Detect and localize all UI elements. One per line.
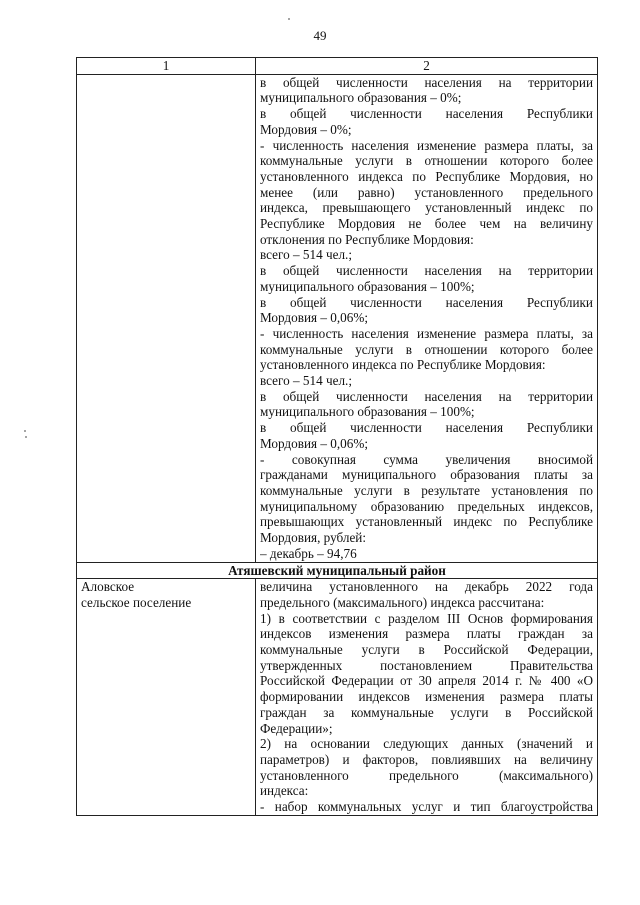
text-line: – декабрь – 94,76 — [260, 545, 357, 561]
text-line: - набор коммунальных услуг и тип благоустройства — [260, 799, 593, 815]
row1-col2-cell — [256, 74, 598, 562]
text-line: превышающих установленный индекс по Республике — [260, 514, 593, 530]
text-line: в общей численности населения Республики — [260, 106, 593, 122]
text-line: муниципальному образованию предельных индексов, — [260, 498, 593, 514]
text-line: муниципального образования – 100%; — [260, 278, 475, 294]
text-line: Российской Федерации от 30 апреля 2014 г. № 400 «О — [260, 673, 593, 689]
text-line: индекса: — [260, 783, 309, 799]
scan-speck — [288, 18, 290, 20]
text-line: Мордовия – 0,06%; — [260, 310, 368, 326]
text-line: Мордовия – 0,06%; — [260, 435, 368, 451]
text-line: в общей численности населения на территории — [260, 388, 593, 404]
text-line: муниципального образования – 100%; — [260, 404, 475, 420]
text-line: установленного индекса по Республике Мордовия: — [260, 357, 546, 373]
text-line: - численность населения изменение размера платы, за — [260, 325, 593, 341]
text-line: в общей численности населения Республики — [260, 420, 593, 436]
text-line: Мордовия – 0%; — [260, 121, 352, 137]
text-line: 2) на основании следующих данных (значений и — [260, 736, 593, 752]
section-row — [77, 562, 598, 579]
row1-col1-cell — [77, 74, 256, 562]
text-line: - совокупная сумма увеличения вносимой — [260, 451, 593, 467]
text-line: коммунальные услуги в результате установления по — [260, 482, 593, 498]
text-line: гражданами муниципального образования платы за — [260, 467, 593, 483]
text-line: менее (или равно) установленного предельного — [260, 184, 593, 200]
text-line: в общей численности населения Республики — [260, 294, 593, 310]
scan-speck — [25, 436, 27, 438]
text-line: Республике Мордовия не более чем на величину — [260, 216, 593, 232]
text-line: - численность населения изменение размера платы, за — [260, 137, 593, 153]
text-line: граждан за коммунальные услуги в Российской — [260, 704, 593, 720]
text-line: всего – 514 чел.; — [260, 373, 352, 389]
row2-col1-cell — [77, 579, 256, 816]
text-line: установленного индекса по Республике Мордовия, но — [260, 168, 593, 184]
table-row — [77, 74, 598, 562]
text-line: в общей численности населения на территории — [260, 263, 593, 279]
column-header-1: 1 — [77, 58, 256, 75]
text-line: индексов изменения размера платы граждан за — [260, 626, 593, 642]
table-header-row — [77, 58, 598, 75]
text-line: муниципального образования – 0%; — [260, 90, 462, 106]
text-line: отклонения по Республике Мордовия: — [260, 231, 474, 247]
text-line: утвержденных постановлением Правительства — [260, 657, 593, 673]
section-title: Атяшевский муниципальный район — [77, 562, 598, 579]
text-line: формировании индексов изменения размера платы — [260, 689, 593, 705]
column-header-2: 2 — [256, 58, 598, 75]
table-row — [77, 579, 598, 816]
text-line: параметров) и факторов, повлиявших на величину — [260, 751, 593, 767]
page-number: 49 — [313, 28, 327, 43]
text-line: всего – 514 чел.; — [260, 247, 352, 263]
text-line: Мордовия, рублей: — [260, 530, 367, 546]
settlement-name-line: сельское поселение — [81, 594, 192, 610]
text-line: в общей численности населения на территории — [260, 74, 593, 90]
settlement-name-line: Аловское — [81, 579, 135, 595]
row2-col2-cell — [256, 579, 598, 816]
document-table — [76, 57, 598, 816]
text-line: величина установленного на декабрь 2022 года — [260, 579, 593, 595]
text-line: индекса, превышающего установленный индекс по — [260, 200, 593, 216]
text-line: установленного предельного (максимального) — [260, 767, 593, 783]
text-line: 1) в соответствии с разделом III Основ формирования — [260, 610, 593, 626]
text-line: коммунальные услуги в отношении которого более — [260, 153, 593, 169]
text-line: коммунальные услуги в отношении которого более — [260, 341, 593, 357]
text-line: Федерации»; — [260, 720, 333, 736]
text-line: предельного (максимального) индекса рассчитана: — [260, 594, 545, 610]
scan-speck — [24, 430, 26, 432]
text-line: коммунальные услуги в Российской Федерации, — [260, 642, 593, 658]
